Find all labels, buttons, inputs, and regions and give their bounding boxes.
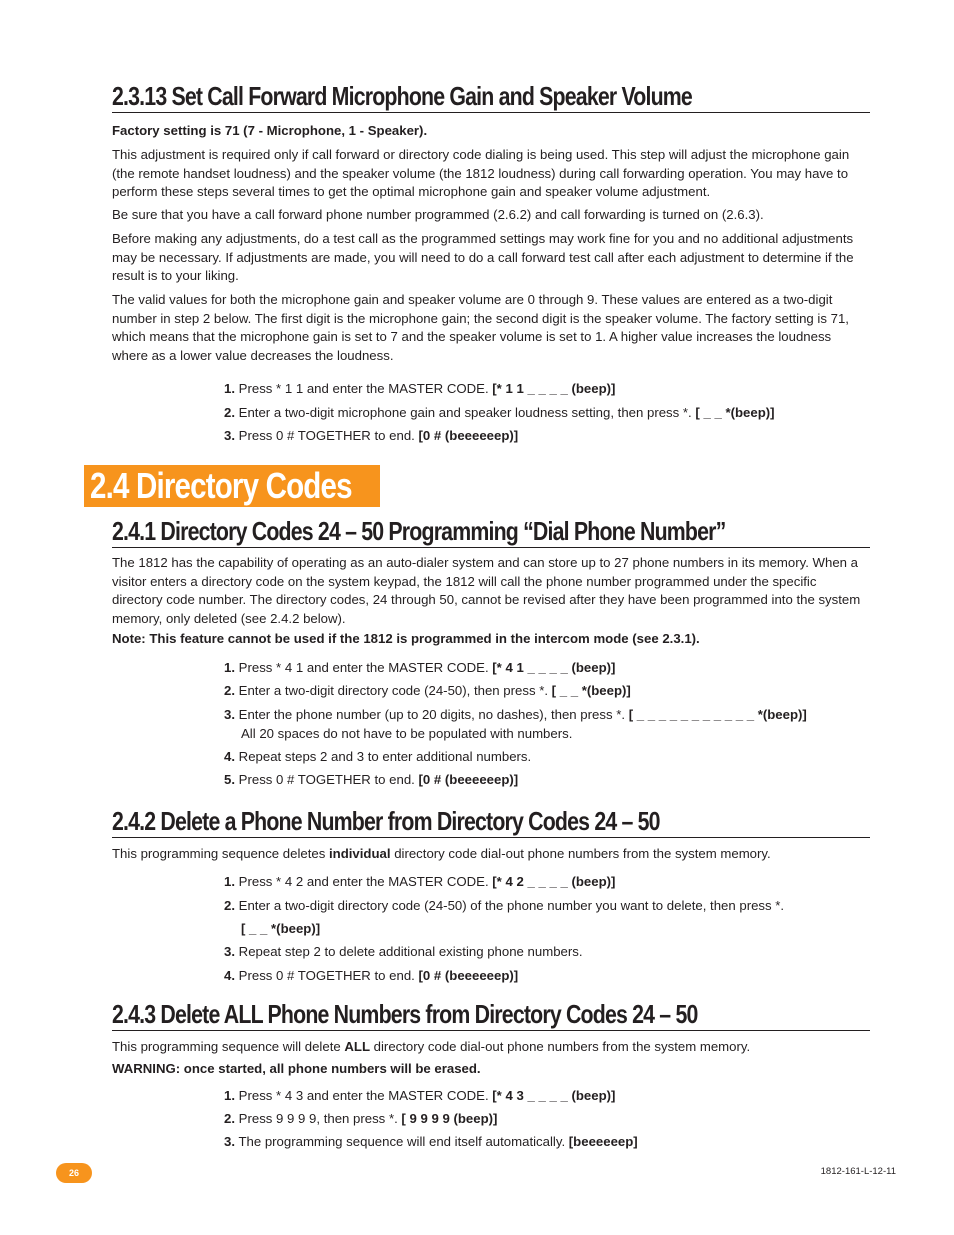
section-heading-2-4-3: 2.4.3 Delete ALL Phone Numbers from Directory Codes 24 – 50 [112,998,870,1031]
paragraph: This adjustment is required only if call forward or directory code dialing is being used. This step will adjust the microphone gain (the remote handset loudness) and the speaker volume (the 1812 loudness) during call forwarding operation. You may have to perform these steps several times to get the optimal microphone gain and speaker volume adjustment. [112,147,850,200]
step: 3. Repeat step 2 to delete additional existing phone numbers. [224,944,583,959]
step: 1. Press * 4 2 and enter the MASTER CODE. [* 4 2 _ _ _ _ (beep)] [224,874,616,889]
step: 3. Enter the phone number (up to 20 digits, no dashes), then press *. [ _ _ _ _ _ _ _ _ _ _ _ *(beep)] [224,707,807,722]
document-id: 1812-161-L-12-11 [820,1166,896,1177]
step: 3. The programming sequence will end itself automatically. [beeeeeep] [224,1134,638,1149]
section-heading-2-3-13: 2.3.13 Set Call Forward Microphone Gain and Speaker Volume [112,80,870,113]
paragraph: Before making any adjustments, do a test call as the programmed settings may work fine for you and no additional adjustments may be necessary. If adjustments are made, you will need to do a call forward test call after each adjustment to determine if the result is to your liking. [112,231,854,284]
step-code: [ _ _ *(beep)] [241,921,321,936]
section-heading-2-4-2: 2.4.2 Delete a Phone Number from Directory Codes 24 – 50 [112,805,870,838]
paragraph: The valid values for both the microphone gain and speaker volume are 0 through 9. These values are entered as a two-digit number in step 2 below. The first digit is the microphone gain; the second digit is the speaker volume. The factory setting is 71, which means that the microphone gain is set to 7 and the speaker volume is set to 1. A higher value increases the loudness where as a lower value decreases the loudness. [112,292,849,363]
step: 4. Press 0 # TOGETHER to end. [0 # (beeeeeep)] [224,968,519,983]
step: 2. Enter a two-digit microphone gain and speaker loudness setting, then press *. [ _ _ *(beep)] [224,405,775,420]
step: 1. Press * 4 1 and enter the MASTER CODE. [* 4 1 _ _ _ _ (beep)] [224,660,616,675]
warning: WARNING: once started, all phone numbers will be erased. [112,1061,481,1076]
step: 3. Press 0 # TOGETHER to end. [0 # (beeeeeep)] [224,428,519,443]
step: 2. Enter a two-digit directory code (24-50) of the phone number you want to delete, then press *. [224,898,785,913]
section-banner: 2.4 Directory Codes [84,465,380,507]
section-heading-2-4-1: 2.4.1 Directory Codes 24 – 50 Programming “Dial Phone Number” [112,515,870,548]
step: 2. Press 9 9 9 9, then press *. [ 9 9 9 9 (beep)] [224,1111,498,1126]
paragraph: Be sure that you have a call forward phone number programmed (2.6.2) and call forwarding is turned on (2.6.3). [112,207,764,222]
paragraph: This programming sequence will delete ALL directory code dial-out phone numbers from the system memory. [112,1039,751,1054]
note: Note: This feature cannot be used if the 1812 is programmed in the intercom mode (see 2.3.1). [112,631,700,646]
paragraph: The 1812 has the capability of operating as an auto-dialer system and can store up to 27 phone numbers in its memory. When a visitor enters a directory code on the system keypad, the 1812 will call the phone number programmed under the specific directory code number. The directory codes, 24 through 50, cannot be revised after they have been programmed into the system memory, only deleted (see 2.4.2 below). [112,555,861,626]
step: 4. Repeat steps 2 and 3 to enter additional numbers. [224,749,532,764]
step: 5. Press 0 # TOGETHER to end. [0 # (beeeeeep)] [224,772,519,787]
step: 2. Enter a two-digit directory code (24-50), then press *. [ _ _ *(beep)] [224,683,631,698]
step-note: All 20 spaces do not have to be populated with numbers. [241,726,573,741]
step: 1. Press * 4 3 and enter the MASTER CODE. [* 4 3 _ _ _ _ (beep)] [224,1088,616,1103]
paragraph: This programming sequence deletes individual directory code dial-out phone numbers from the system memory. [112,846,771,861]
factory-setting-note: Factory setting is 71 (7 - Microphone, 1 - Speaker). [112,123,428,138]
step: 1. Press * 1 1 and enter the MASTER CODE. [* 1 1 _ _ _ _ (beep)] [224,381,616,396]
page-number: 26 [56,1163,92,1183]
